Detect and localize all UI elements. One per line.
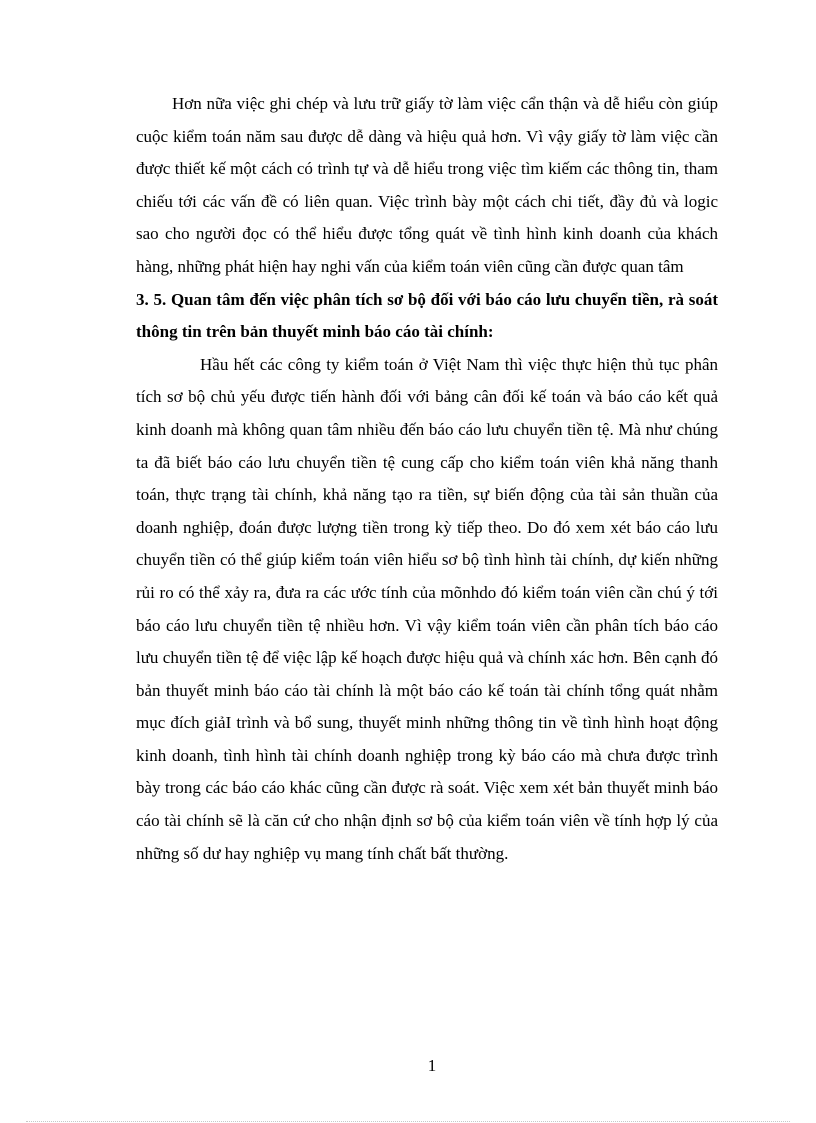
section-heading: 3. 5. Quan tâm đến việc phân tích sơ bộ đối với báo cáo lưu chuyển tiền, rà soát thông tin trên bản thuyết minh báo cáo tài chính:	[136, 289, 718, 342]
body-paragraph: Hầu hết các công ty kiểm toán ở Việt Nam thì việc thực hiện thủ tục phân tích sơ bộ chủ yếu được tiến hành đối với bảng cân đối kế toán và báo cáo kết quả kinh doanh mà không quan tâm nhiều đến báo cáo lưu chuyển tiền tệ. Mà như chúng ta đã biết báo cáo lưu chuyển tiền tệ cung cấp cho kiểm toán viên khả năng thanh toán, thực trạng tài chính, khả năng tạo ra tiền, sự biến động của tài sản thuần của doanh nghiệp, đoán được lượng tiền trong kỳ tiếp theo. Do đó xem xét báo cáo lưu chuyển tiền có thể giúp kiểm toán viên hiểu sơ bộ tình hình tài chính, dự kiến những rủi ro có thể xảy ra, đưa ra các ước tính của mõnhdo đó kiểm toán viên cần chú ý tới báo cáo lưu chuyển tiền tệ nhiều hơn. Vì vậy kiểm toán viên cần phân tích báo cáo lưu chuyển tiền tệ để việc lập kế hoạch được hiệu quả và chính xác hơn. Bên cạnh đó bản thuyết minh báo cáo tài chính là một báo cáo kế toán tài chính tổng quát nhằm mục đích giảI trình và bổ sung, thuyết minh những thông tin về tình hình hoạt động kinh doanh, tình hình tài chính doanh nghiệp trong kỳ báo cáo mà chưa được trình bày trong các báo cáo khác cũng cần được rà soát. Việc xem xét bản thuyết minh báo cáo tài chính sẽ là căn cứ cho nhận định sơ bộ của kiểm toán viên về tính hợp lý của những số dư hay nghiệp vụ mang tính chất bất thường.	[136, 354, 718, 863]
page-number: 1	[427, 1056, 437, 1075]
body-paragraph: Hơn nữa việc ghi chép và lưu trữ giấy tờ làm việc cẩn thận và dễ hiểu còn giúp cuộc kiểm toán năm sau được dễ dàng và hiệu quả hơn. Vì vậy giấy tờ làm việc cần được thiết kế một cách có trình tự và dễ hiểu trong việc tìm kiếm các thông tin, tham chiếu tới các vấn đề có liên quan. Việc trình bày một cách chi tiết, đầy đủ và logic sao cho người đọc có thể hiểu được tổng quát về tình hình kinh doanh của khách hàng, những phát hiện hay nghi vấn của kiểm toán viên cũng cần được quan tâm	[136, 94, 718, 276]
document-body	[136, 88, 718, 870]
footer-divider	[26, 1121, 790, 1122]
